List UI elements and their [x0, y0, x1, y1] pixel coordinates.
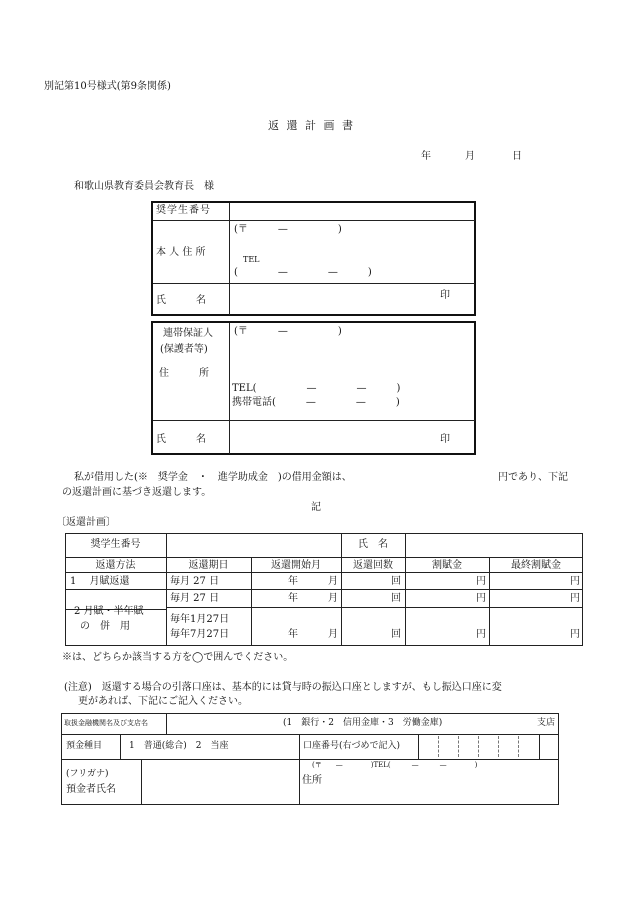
page-title: 返 還 計 画 書	[268, 119, 355, 132]
applicant-tel-label: TEL	[243, 255, 260, 264]
applicant-name-label: 氏 名	[156, 295, 206, 306]
row2-start-b: 年 月	[288, 629, 338, 640]
applicant-address-label: 本 人 住 所	[156, 247, 206, 258]
plan-scholar-number-field[interactable]	[167, 534, 340, 556]
plan-heading: 〔返還計画〕	[56, 517, 116, 528]
branch-label: 支店	[537, 718, 556, 728]
plan-name-field[interactable]	[406, 534, 582, 556]
declaration-line1-suffix: 円であり、下記	[498, 472, 568, 483]
holder-address-field[interactable]	[300, 772, 558, 804]
guarantor-postal: (〒 — )	[234, 326, 342, 337]
header-method: 返還方法	[95, 560, 136, 571]
holder-address-label: 住所	[302, 775, 322, 786]
account-number-label: 口座番号(右づめで記入)	[303, 741, 401, 751]
row2-amount-a: 円	[476, 593, 486, 604]
guarantor-name-field[interactable]	[230, 421, 474, 454]
declaration-line1: 私が借用した(※ 奨学金 ・ 進学助成金 )の借用金額は、	[74, 472, 352, 483]
row2-amount-b: 円	[476, 629, 486, 640]
institution-label: 取扱金融機関名及び支店名	[64, 719, 148, 727]
applicant-tel-field: ( — — )	[234, 267, 372, 278]
row2-date-b1: 毎年1月27日	[170, 614, 230, 625]
guarantor-name-label: 氏 名	[156, 434, 206, 445]
date-day: 日	[512, 151, 522, 162]
applicant-seal: 印	[440, 290, 450, 301]
row1-date: 毎月 27 日	[170, 576, 220, 587]
header-count: 返還回数	[353, 560, 393, 571]
row1-method: 1 月賦返還	[70, 576, 130, 587]
row2-start-a: 年 月	[288, 593, 338, 604]
deposit-type-label: 預金種目	[66, 741, 103, 751]
plan-scholar-number-label: 奨学生番号	[90, 539, 141, 550]
caution-line1: (注意) 返還する場合の引落口座は、基本的には貸与時の振込口座としますが、もし振込口座に変	[64, 682, 502, 693]
furigana-label: (フリガナ)	[66, 769, 109, 779]
guarantor-sub-label: (保護者等)	[160, 344, 208, 355]
row2-method-line1: 2 月賦・半年賦	[74, 606, 144, 617]
applicant-address-field[interactable]	[230, 221, 474, 282]
row1-amount: 円	[476, 576, 486, 587]
row1-start: 年 月	[288, 576, 338, 587]
guarantor-address-label: 住 所	[159, 368, 209, 379]
holder-postal-tel: (〒 — )TEL( — — )	[312, 761, 478, 769]
row1-final: 円	[570, 576, 580, 587]
row2-final-a: 円	[570, 593, 580, 604]
scholar-number-field[interactable]	[230, 202, 474, 219]
header-amount: 割賦金	[432, 560, 462, 571]
institution-types: (1 銀行・2 信用金庫・3 労働金庫)	[283, 718, 443, 728]
form-reference: 別記第10号様式(第9条関係)	[44, 81, 171, 92]
plan-name-label: 氏 名	[358, 539, 388, 550]
scholar-number-label: 奨学生番号	[156, 205, 211, 216]
applicant-postal: (〒 — )	[234, 224, 342, 235]
ki-mark: 記	[311, 502, 321, 513]
guarantor-tel: TEL( — — )	[232, 383, 401, 394]
row2-final-b: 円	[570, 629, 580, 640]
account-holder-label: 預金者氏名	[66, 784, 116, 795]
caution-line2: 更があれば、下記にご記入ください。	[78, 696, 248, 707]
guarantor-mobile: 携帯電話( — — )	[232, 397, 400, 408]
guarantor-label: 連帯保証人	[163, 328, 213, 339]
account-holder-field[interactable]	[142, 760, 298, 804]
deposit-type-options[interactable]: 1 普通(総合) 2 当座	[129, 741, 229, 751]
row2-count-a: 回	[391, 593, 401, 604]
row2-method-line2: の 併 用	[80, 621, 130, 632]
institution-field[interactable]	[167, 714, 558, 733]
header-date: 返還期日	[188, 560, 229, 571]
applicant-name-field[interactable]	[230, 284, 474, 315]
guarantor-seal: 印	[440, 434, 450, 445]
header-final: 最終割賦金	[511, 560, 561, 571]
header-start: 返還開始月	[271, 560, 321, 571]
account-number-field[interactable]	[419, 735, 539, 758]
row2-date-a: 毎月 27 日	[170, 593, 220, 604]
row2-count-b: 回	[391, 629, 401, 640]
row1-count: 回	[391, 576, 401, 587]
date-year: 年	[421, 151, 431, 162]
date-month: 月	[465, 151, 475, 162]
guarantor-address-field[interactable]	[230, 322, 474, 419]
row2-date-b2: 毎年7月27日	[170, 629, 230, 640]
addressee: 和歌山県教育委員会教育長 様	[74, 181, 214, 192]
declaration-line2: の返還計画に基づき返還します。	[62, 487, 212, 498]
note-mark: ※は、どちらか該当する方を◯で囲んでください。	[62, 652, 294, 663]
